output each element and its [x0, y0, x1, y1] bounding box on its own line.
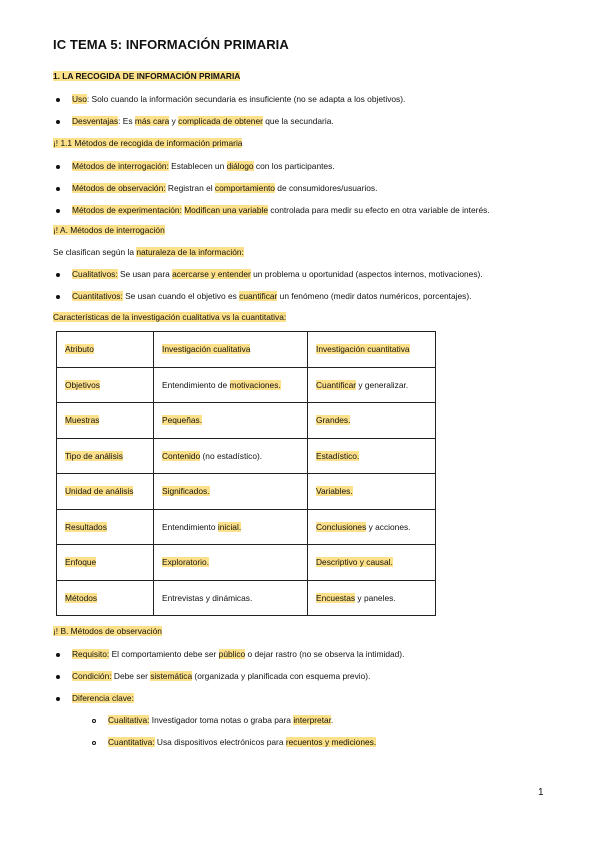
- table-header-cell: Atributo: [57, 332, 154, 368]
- page-number: 1: [538, 787, 544, 798]
- bullet-icon: [56, 209, 60, 213]
- bullet-cualitativos: Cualitativos: Se usan para acercarse y entender un problema u oportunidad (aspectos internos, motivaciones).: [72, 269, 483, 279]
- sub-bullet-cualitativa: Cualitativa: Investigador toma notas o graba para interpretar.: [108, 715, 334, 725]
- table-header-cell: Investigación cuantitativa: [308, 332, 436, 368]
- section-heading-b: ¡! B. Métodos de observación: [53, 626, 162, 636]
- table-row: [57, 403, 436, 439]
- table-cell-attr: Objetivos: [57, 367, 154, 403]
- table-row: [57, 367, 436, 403]
- table-row: [57, 545, 436, 581]
- table-cell-quan: Encuestas y paneles.: [308, 580, 436, 616]
- section-heading-1: 1. LA RECOGIDA DE INFORMACIÓN PRIMARIA: [53, 71, 241, 81]
- bullet-icon: [56, 675, 60, 679]
- table-row: [57, 438, 436, 474]
- bullet-metodo-interrogacion: Métodos de interrogación: Establecen un diálogo con los participantes.: [72, 161, 335, 171]
- bullet-desventajas: Desventajas: Es más cara y complicada de obtener que la secundaria.: [72, 116, 334, 126]
- sub-bullet-cuantitativa: Cuantitativa: Usa dispositivos electrónicos para recuentos y mediciones.: [108, 737, 377, 747]
- bullet-icon: [56, 120, 60, 124]
- table-cell-qual: Pequeñas.: [154, 403, 308, 439]
- table-cell-quan: Cuantificar y generalizar.: [308, 367, 436, 403]
- table-cell-attr: Resultados: [57, 509, 154, 545]
- bullet-diferencia: Diferencia clave:: [72, 693, 134, 703]
- table-row: [57, 474, 436, 510]
- table-cell-quan: Grandes.: [308, 403, 436, 439]
- bullet-requisito: Requisito: El comportamiento debe ser público o dejar rastro (no se observa la intimidad).: [72, 649, 405, 659]
- table-cell-qual: Contenido (no estadístico).: [154, 438, 308, 474]
- table-header-cell: Investigación cualitativa: [154, 332, 308, 368]
- table-cell-qual: Entendimiento de motivaciones.: [154, 367, 308, 403]
- bullet-condicion: Condición: Debe ser sistemática (organizada y planificada con esquema previo).: [72, 671, 371, 681]
- table-cell-attr: Enfoque: [57, 545, 154, 581]
- bullet-icon: [56, 295, 60, 299]
- bullet-cuantitativos: Cuantitativos: Se usan cuando el objetivo es cuantificar un fenómeno (medir datos numéricos, porcentajes).: [72, 291, 472, 301]
- table-cell-qual: Exploratorio.: [154, 545, 308, 581]
- sub-bullet-icon: [92, 719, 96, 723]
- bullet-icon: [56, 697, 60, 701]
- bullet-uso: Uso: Solo cuando la información secundaria es insuficiente (no se adapta a los objetivos).: [72, 94, 406, 104]
- table-cell-qual: Significados.: [154, 474, 308, 510]
- bullet-metodo-observacion: Métodos de observación: Registran el comportamiento de consumidores/usuarios.: [72, 183, 378, 193]
- sub-bullet-icon: [92, 741, 96, 745]
- bullet-icon: [56, 165, 60, 169]
- table-cell-qual: Entrevistas y dinámicas.: [154, 580, 308, 616]
- section-heading-a: ¡! A. Métodos de interrogación: [53, 225, 165, 235]
- table-header-row: [57, 332, 436, 368]
- table-cell-attr: Tipo de análisis: [57, 438, 154, 474]
- clasifican-text: Se clasifican según la naturaleza de la información:: [53, 247, 244, 257]
- bullet-icon: [56, 653, 60, 657]
- page-title: IC TEMA 5: INFORMACIÓN PRIMARIA: [53, 37, 289, 52]
- table-cell-attr: Muestras: [57, 403, 154, 439]
- bullet-icon: [56, 187, 60, 191]
- table-cell-attr: Métodos: [57, 580, 154, 616]
- table-cell-quan: Descriptivo y causal.: [308, 545, 436, 581]
- table-cell-qual: Entendimiento inicial.: [154, 509, 308, 545]
- bullet-metodo-experimentacion: Métodos de experimentación: Modifican una variable controlada para medir su efecto en otra variable de interés.: [72, 205, 490, 215]
- table-cell-quan: Estadístico.: [308, 438, 436, 474]
- table-cell-attr: Unidad de análisis: [57, 474, 154, 510]
- table-cell-quan: Conclusiones y acciones.: [308, 509, 436, 545]
- bullet-icon: [56, 273, 60, 277]
- section-heading-1-1: ¡! 1.1 Métodos de recogida de información primaria: [53, 138, 243, 148]
- table-cell-quan: Variables.: [308, 474, 436, 510]
- table-row: [57, 580, 436, 616]
- comparison-table: [56, 331, 436, 616]
- bullet-icon: [56, 98, 60, 102]
- caracteristicas-heading: Características de la investigación cualitativa vs la cuantitativa:: [53, 312, 287, 322]
- table-row: [57, 509, 436, 545]
